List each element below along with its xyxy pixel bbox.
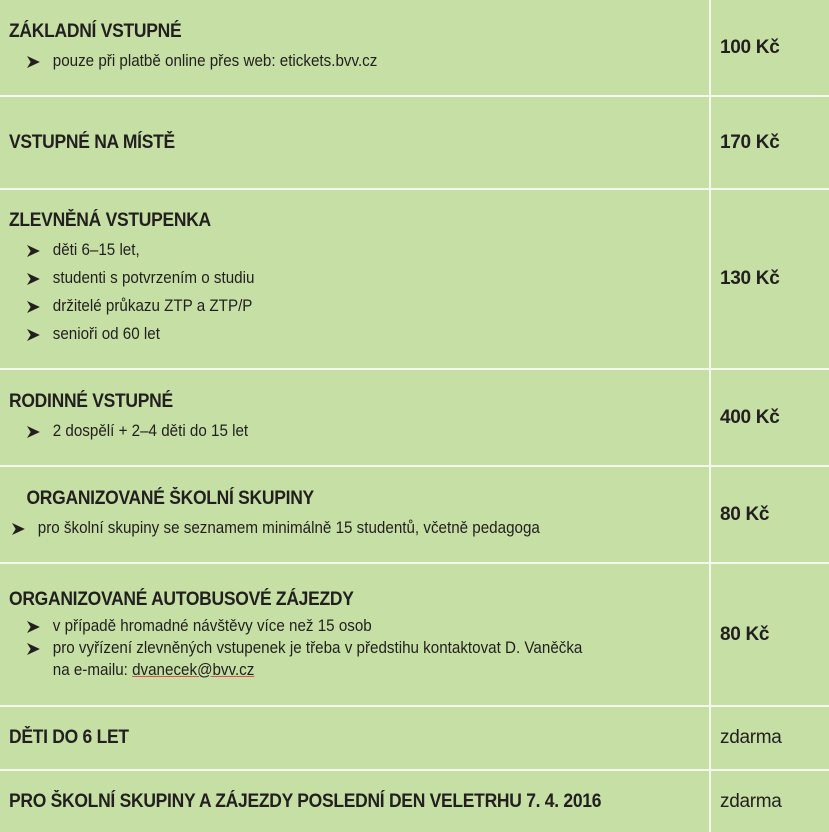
row-description <box>0 97 711 188</box>
bullet-item: studenti s potvrzením o studiu <box>27 264 654 292</box>
row-title: RODINNÉ VSTUPNÉ <box>9 390 173 412</box>
row-title: VSTUPNÉ NA MÍSTĚ <box>9 131 175 153</box>
row-description <box>0 0 711 95</box>
bullet-item: držitelé průkazu ZTP a ZTP/P <box>27 292 654 320</box>
arrow-bullet-icon <box>27 292 53 320</box>
email-link[interactable]: dvanecek@bvv.cz <box>132 660 255 679</box>
bullet-item: pouze při platbě online přes web: etickets.bvv.cz <box>27 47 654 75</box>
pricing-row <box>0 370 829 467</box>
pricing-row <box>0 564 829 707</box>
row-title: ORGANIZOVANÉ AUTOBUSOVÉ ZÁJEZDY <box>9 588 354 610</box>
bullet-list <box>9 615 709 681</box>
pricing-row <box>0 771 829 832</box>
arrow-bullet-icon <box>27 264 53 292</box>
row-price: 100 Kč <box>720 36 780 58</box>
arrow-bullet-icon <box>27 637 53 659</box>
bullet-continuation: na e-mailu: dvanecek@bvv.cz <box>52 660 255 679</box>
row-price: zdarma <box>720 727 782 748</box>
row-price: 400 Kč <box>720 406 780 428</box>
row-title: PRO ŠKOLNÍ SKUPINY A ZÁJEZDY POSLEDNÍ DEN VELETRHU 7. 4. 2016 <box>9 790 602 812</box>
bullet-list <box>9 514 709 542</box>
row-description <box>0 467 711 562</box>
bullet-item: 2 dospělí + 2–4 děti do 15 let <box>27 417 654 445</box>
row-price: 170 Kč <box>720 131 780 153</box>
row-title: ZLEVNĚNÁ VSTUPENKA <box>9 210 211 231</box>
arrow-bullet-icon <box>27 47 53 75</box>
row-title: ZÁKLADNÍ VSTUPNÉ <box>9 20 182 42</box>
pricing-row <box>0 467 829 564</box>
bullet-item: pro školní skupiny se seznamem minimálně 15 studentů, včetně pedagoga <box>12 514 653 542</box>
arrow-bullet-icon <box>12 514 38 542</box>
row-description <box>0 707 711 769</box>
bullet-item: pro vyřízení zlevněných vstupenek je třeba v předstihu kontaktovat D. Vaněčka <box>27 637 654 659</box>
row-price: 80 Kč <box>720 623 770 645</box>
pricing-row <box>0 707 829 771</box>
row-description <box>0 370 711 465</box>
bullet-list <box>9 47 709 75</box>
bullet-list <box>9 417 709 445</box>
row-description <box>0 564 711 705</box>
row-price: zdarma <box>720 790 782 812</box>
arrow-bullet-icon <box>27 236 53 264</box>
bullet-list <box>9 236 709 348</box>
row-price: 80 Kč <box>720 503 770 525</box>
arrow-bullet-icon <box>27 320 53 348</box>
row-description <box>0 190 711 368</box>
arrow-bullet-icon <box>27 615 53 637</box>
pricing-row <box>0 190 829 370</box>
row-title: ORGANIZOVANÉ ŠKOLNÍ SKUPINY <box>26 487 314 509</box>
bullet-item: senioři od 60 let <box>27 320 654 348</box>
pricing-row <box>0 0 829 97</box>
bullet-item: v případě hromadné návštěvy více než 15 osob <box>27 615 654 637</box>
bullet-item: děti 6–15 let, <box>27 236 654 264</box>
row-title: DĚTI DO 6 LET <box>9 727 129 748</box>
row-price: 130 Kč <box>720 268 780 289</box>
pricing-row <box>0 97 829 190</box>
row-description <box>0 771 711 832</box>
arrow-bullet-icon <box>27 417 53 445</box>
